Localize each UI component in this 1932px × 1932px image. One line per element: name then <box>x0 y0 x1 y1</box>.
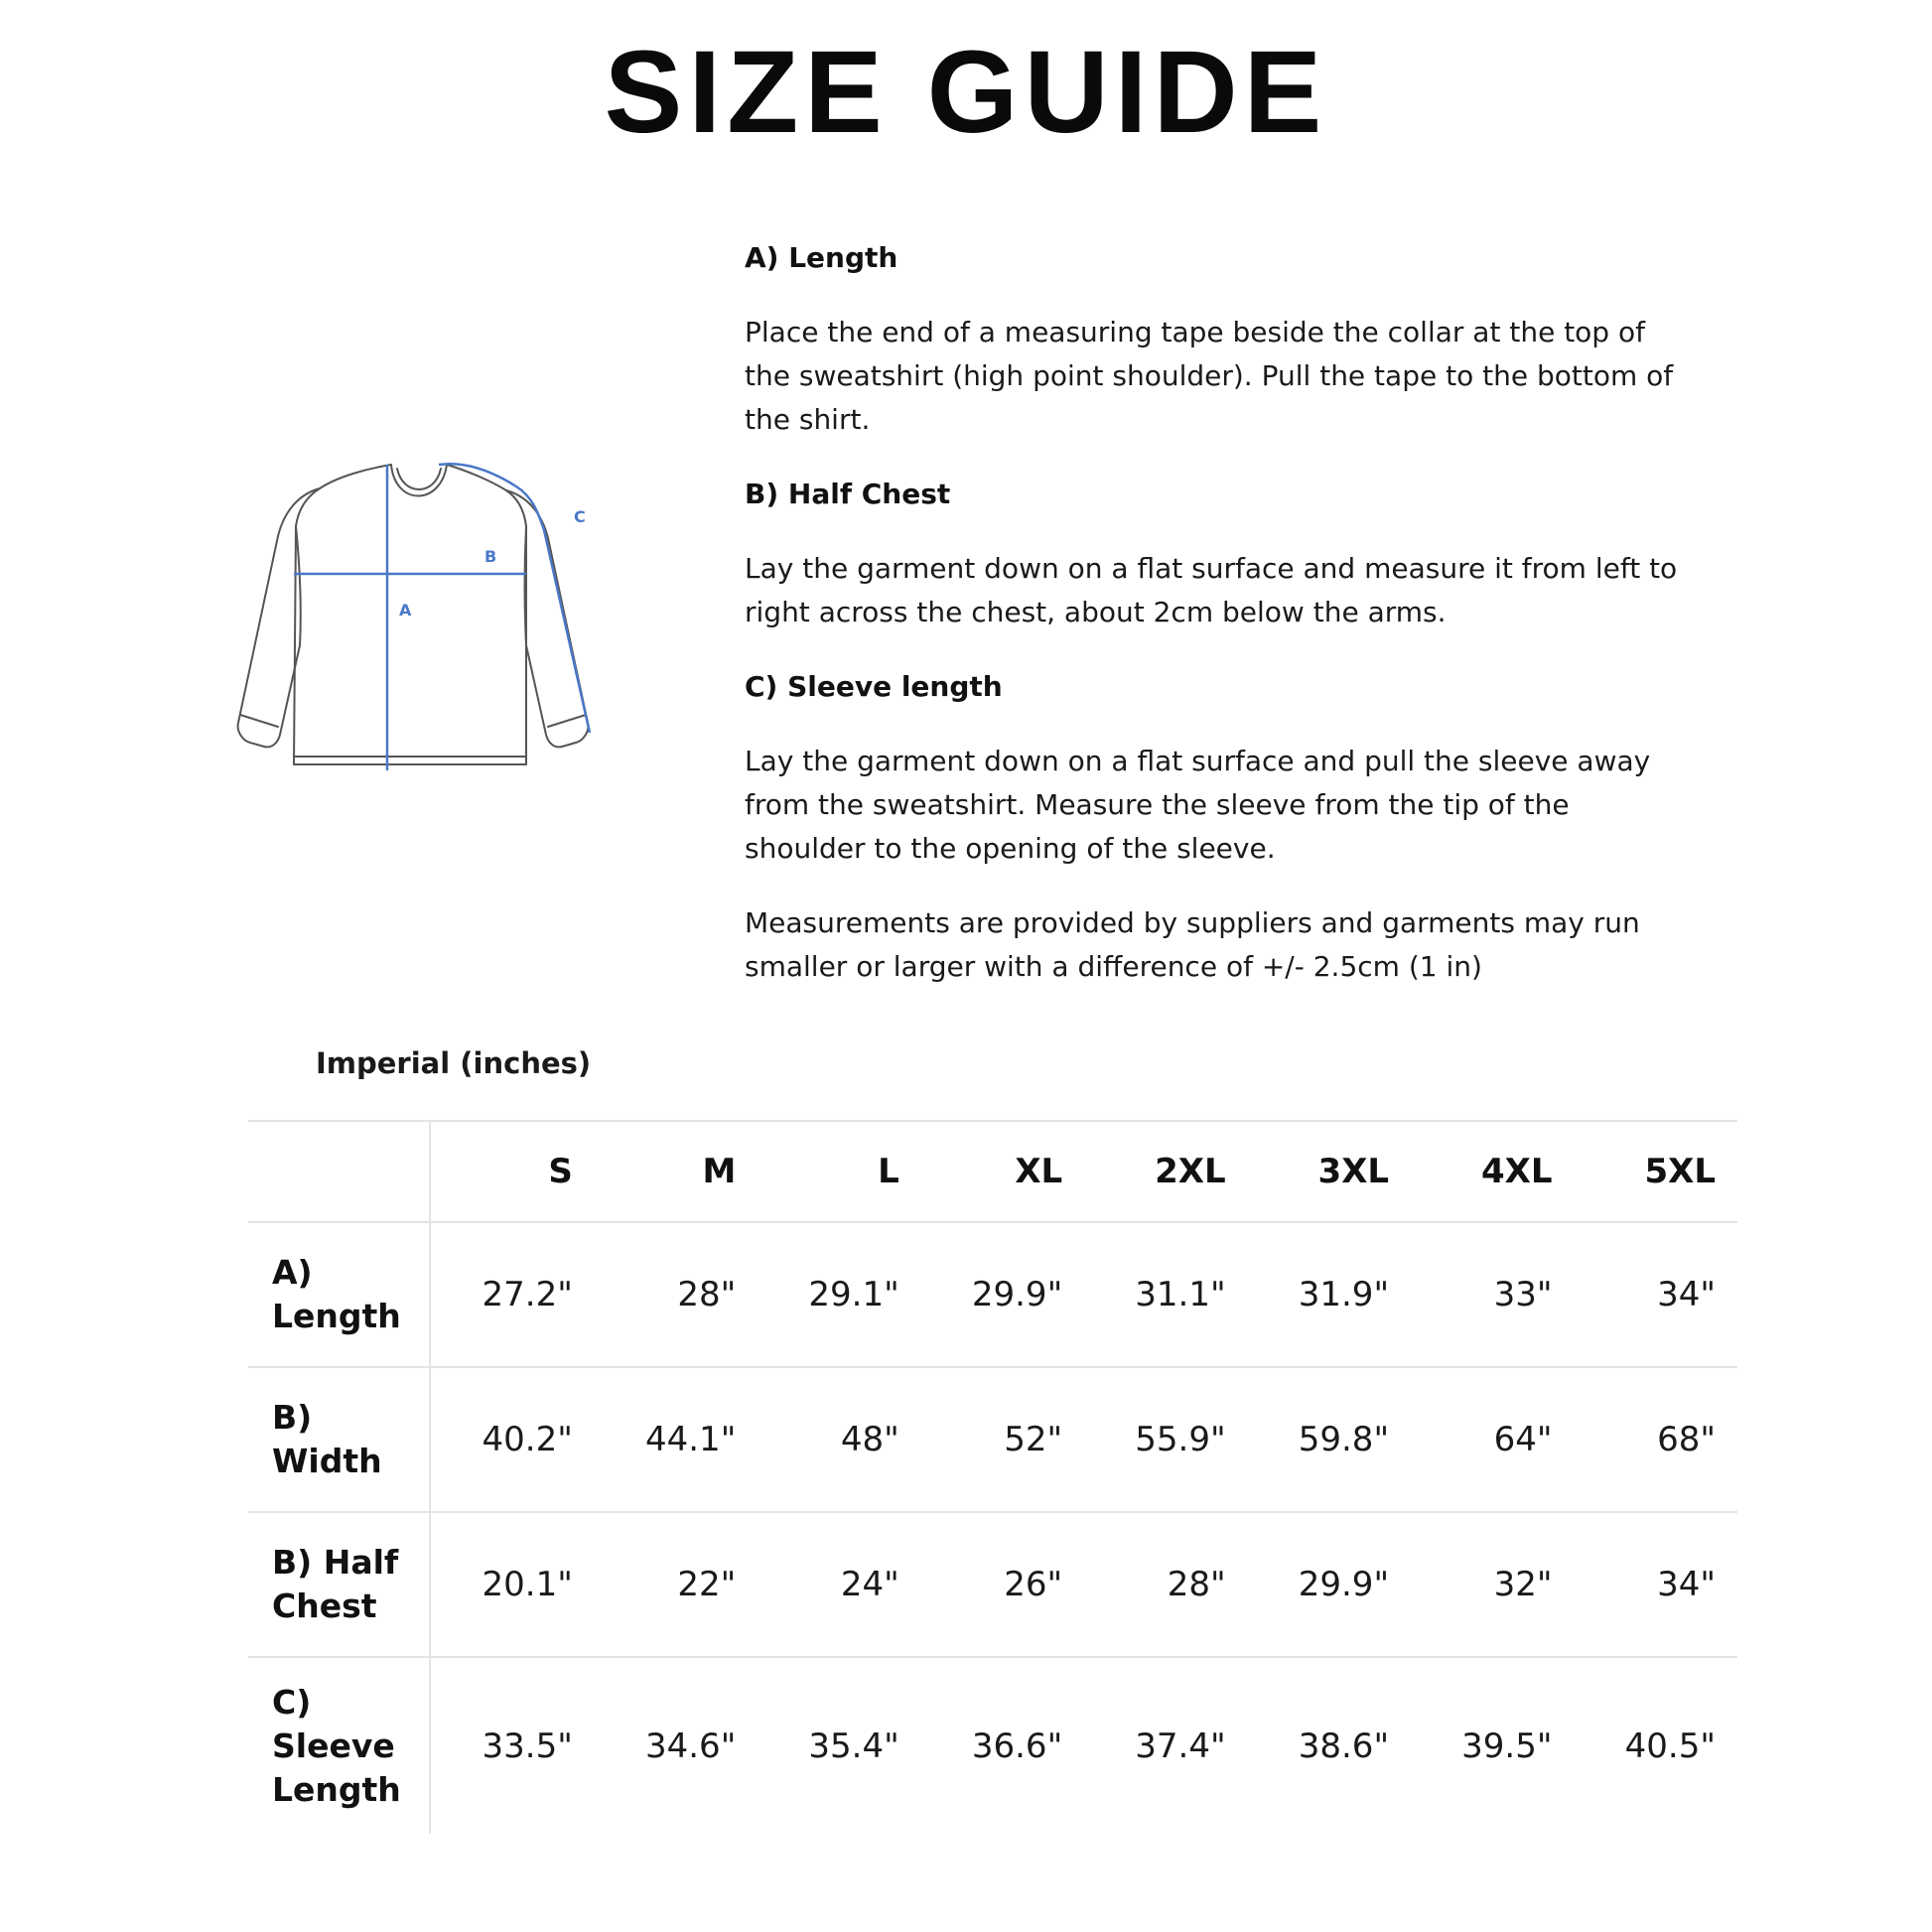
table-cell: 22" <box>677 1565 737 1604</box>
sweatshirt-collar-outline <box>391 465 447 496</box>
table-cell: 40.5" <box>1624 1725 1716 1766</box>
table-cell: 33" <box>1493 1275 1553 1314</box>
row-label-sleeve-length <box>248 1657 430 1834</box>
page-title: SIZE GUIDE <box>604 27 1328 158</box>
row-label-length <box>248 1222 430 1367</box>
table-cell: 29.9" <box>971 1275 1063 1314</box>
table-cell: 26" <box>1004 1565 1063 1604</box>
sleeve-length-heading: C) Sleeve length <box>745 670 1003 703</box>
units-label: Imperial (inches) <box>316 1046 592 1080</box>
table-cell: 55.9" <box>1135 1420 1226 1459</box>
row-label-line: C) <box>272 1682 312 1722</box>
size-header-l: L <box>758 1121 920 1222</box>
table-cell: 48" <box>840 1420 899 1459</box>
label-b: B <box>484 547 497 566</box>
table-cell: 24" <box>840 1565 899 1604</box>
table-cell: 40.2" <box>482 1420 573 1459</box>
label-c: C <box>574 507 586 526</box>
length-heading: A) Length <box>745 241 898 274</box>
table-cell: 28" <box>1167 1565 1226 1604</box>
table-cell: 39.5" <box>1461 1725 1553 1766</box>
table-cell: 28" <box>677 1275 737 1314</box>
size-header-m: M <box>595 1121 758 1222</box>
row-label-line: Length <box>272 1297 401 1335</box>
size-header-3xl: 3XL <box>1248 1121 1411 1222</box>
table-cell: 36.6" <box>971 1725 1063 1766</box>
size-header-5xl: 5XL <box>1575 1121 1737 1222</box>
sweatshirt-left-sleeve-outline <box>238 488 320 747</box>
measurement-lines <box>294 464 590 770</box>
row-label-line: Length <box>272 1769 401 1809</box>
row-label-width <box>248 1367 430 1512</box>
size-header-xl: XL <box>921 1121 1084 1222</box>
measurement-instructions <box>745 236 1678 1020</box>
length-text: Place the end of a measuring tape beside the collar at the top of the sweatshirt (high point shoulder). Pull the tape to the bottom of the shirt. <box>745 316 1674 436</box>
sleeve-length-text: Lay the garment down on a flat surface and pull the sleeve away from the sweatshirt. Measure the sleeve from the tip of the shoulder to the opening of the sleeve. <box>745 745 1651 865</box>
table-cell: 52" <box>1004 1420 1063 1459</box>
table-cell: 64" <box>1493 1420 1553 1459</box>
size-table <box>248 1120 1737 1834</box>
table-cell: 59.8" <box>1298 1420 1390 1459</box>
sweatshirt-right-sleeve-outline <box>506 490 588 747</box>
row-label-line: A) <box>272 1253 313 1292</box>
label-a: A <box>399 601 412 620</box>
row-label-line: Chest <box>272 1587 377 1625</box>
size-header-2xl: 2XL <box>1084 1121 1247 1222</box>
half-chest-heading: B) Half Chest <box>745 478 951 510</box>
size-header-4xl: 4XL <box>1411 1121 1574 1222</box>
table-cell: 34" <box>1657 1275 1716 1314</box>
size-header-s: S <box>430 1121 595 1222</box>
size-header-row <box>248 1121 1737 1222</box>
table-cell: 31.1" <box>1135 1275 1226 1314</box>
table-cell: 33.5" <box>482 1725 573 1766</box>
row-label-half-chest <box>248 1512 430 1657</box>
table-cell: 35.4" <box>808 1725 899 1766</box>
sweatshirt-right-cuff-outline <box>548 715 586 727</box>
row-label-line: B) Half <box>272 1543 399 1582</box>
table-cell: 31.9" <box>1298 1275 1390 1314</box>
table-row-width <box>248 1367 1737 1512</box>
sweatshirt-left-cuff-outline <box>240 715 278 727</box>
half-chest-text: Lay the garment down on a flat surface and measure it from left to right across the chest, about 2cm below the arms. <box>745 552 1678 628</box>
sweatshirt-diagram-svg <box>228 447 645 784</box>
sweatshirt-diagram <box>228 447 645 784</box>
table-row-length <box>248 1222 1737 1367</box>
table-cell: 34" <box>1657 1565 1716 1604</box>
table-cell: 29.1" <box>808 1275 899 1314</box>
sweatshirt-collar-inner-outline <box>397 469 441 489</box>
sleeve-length-line <box>439 464 590 733</box>
table-cell: 44.1" <box>644 1420 737 1459</box>
table-cell: 37.4" <box>1135 1725 1226 1766</box>
measurement-note: Measurements are provided by suppliers and garments may run smaller or larger with a difference of +/- 2.5cm (1 in) <box>745 906 1640 983</box>
table-cell: 34.6" <box>644 1725 737 1766</box>
table-cell: 38.6" <box>1298 1725 1390 1766</box>
corner-cell <box>248 1121 430 1222</box>
table-row-half-chest <box>248 1512 1737 1657</box>
row-label-line: Width <box>272 1442 382 1480</box>
table-cell: 68" <box>1657 1420 1716 1459</box>
table-cell: 27.2" <box>482 1275 573 1314</box>
table-row-sleeve-length <box>248 1657 1737 1834</box>
table-cell: 29.9" <box>1298 1565 1390 1604</box>
table-cell: 20.1" <box>482 1565 573 1604</box>
table-cell: 32" <box>1493 1565 1553 1604</box>
row-label-line: B) <box>272 1398 313 1437</box>
row-label-line: Sleeve <box>272 1725 395 1765</box>
